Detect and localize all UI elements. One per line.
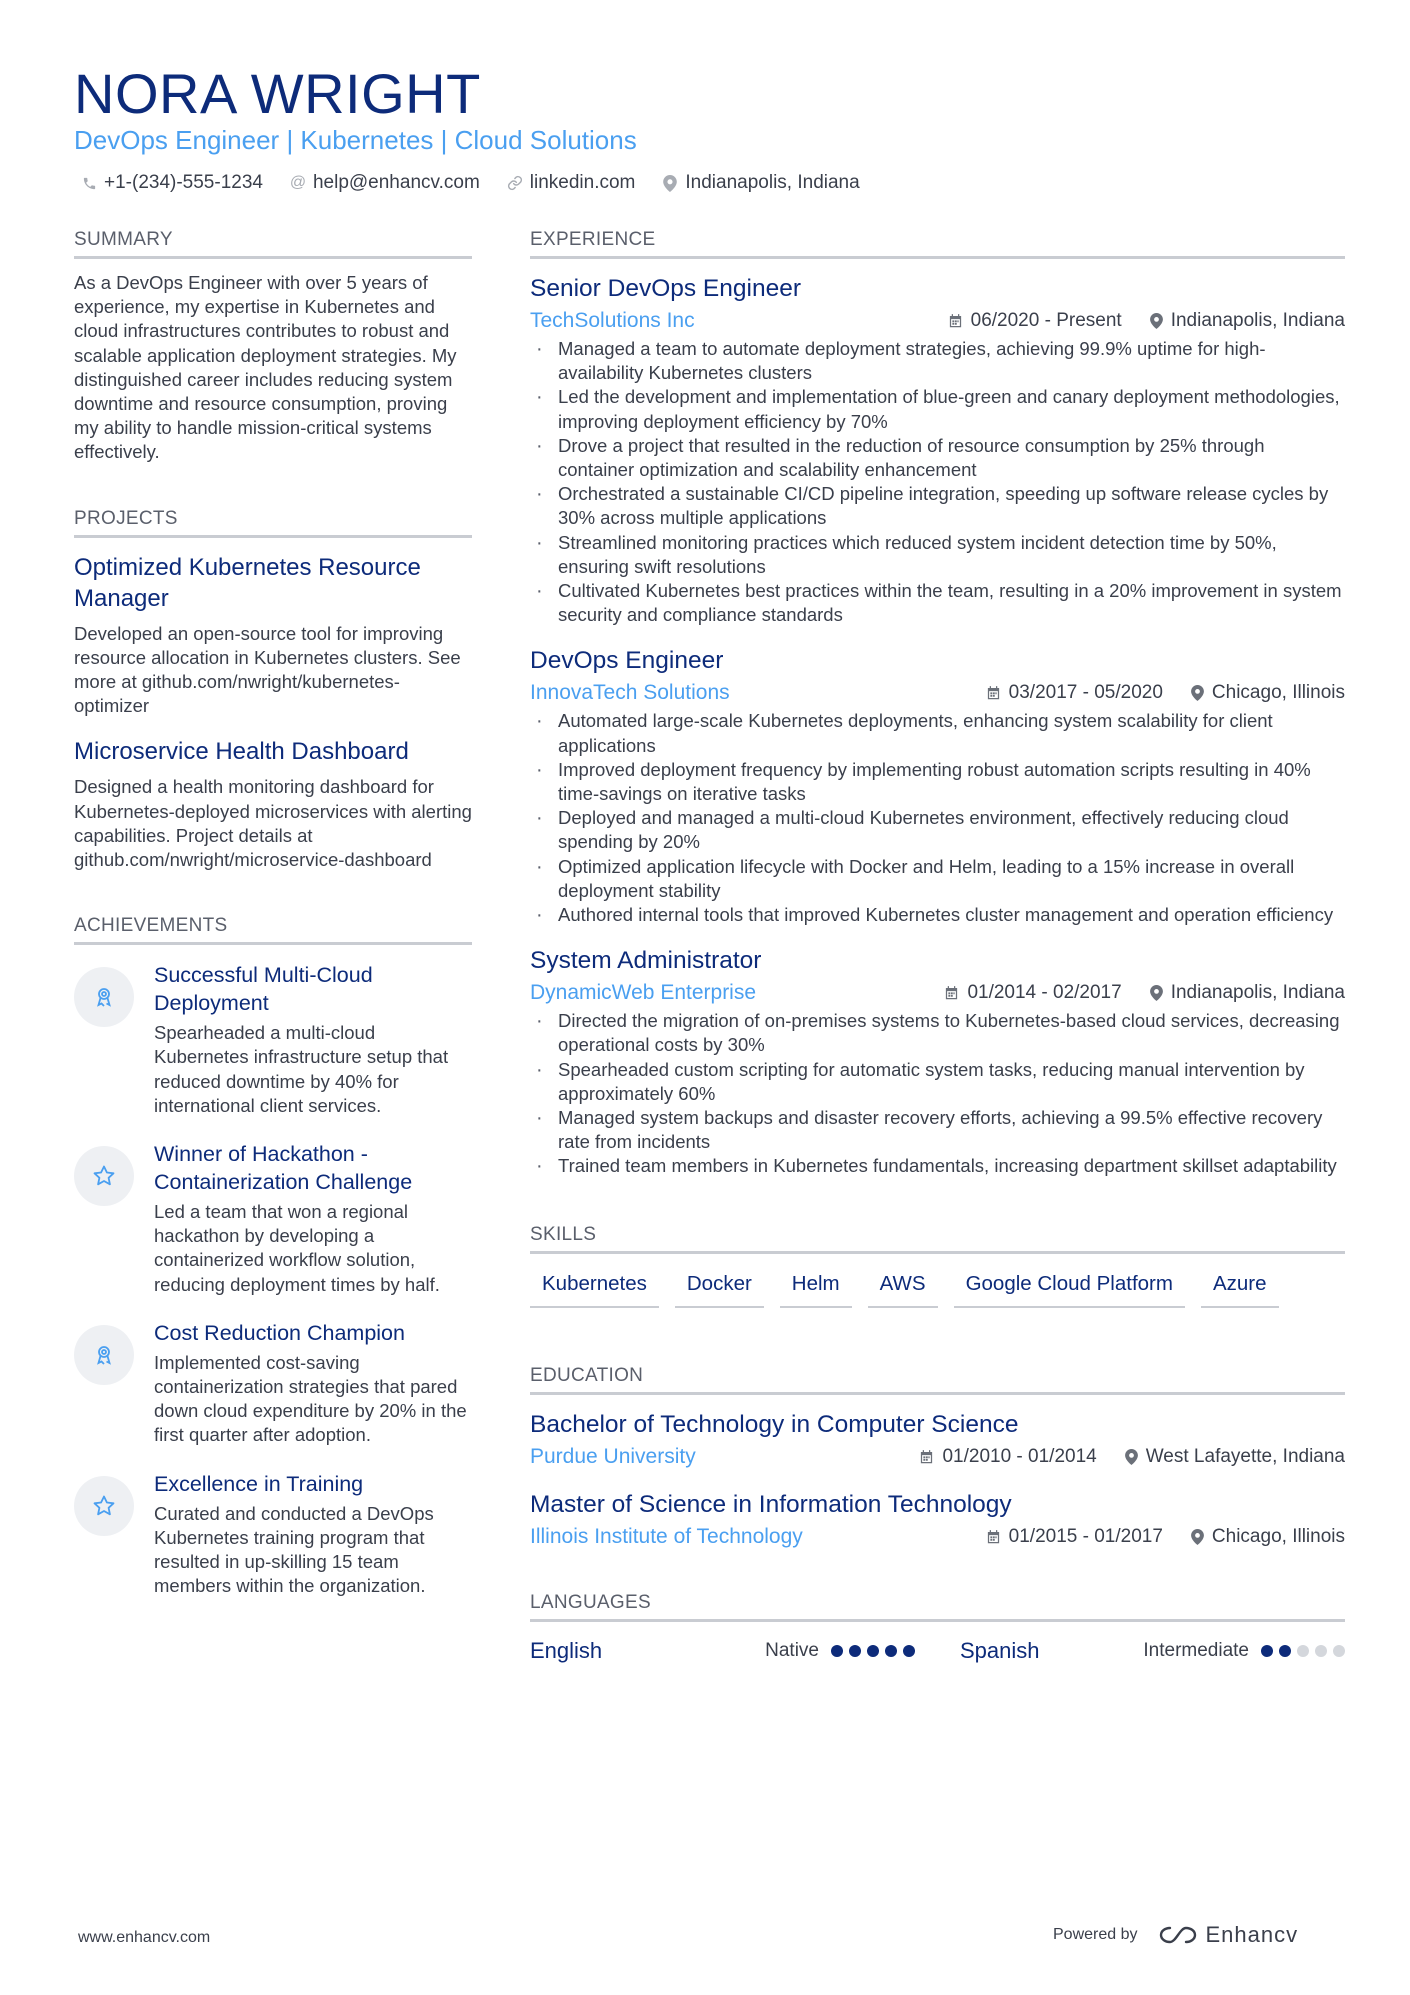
bullet-item: · Led the development and implementation of blue-green and canary deployment methodologies, improving deployment efficiency by 70% <box>530 385 1345 433</box>
location-pin-icon <box>1125 1449 1138 1465</box>
location-text: Indianapolis, Indiana <box>685 172 860 193</box>
company-name: DynamicWeb Enterprise <box>530 981 757 1005</box>
job-dates: 03/2017 - 05/2020 <box>1008 682 1163 704</box>
achievement-description: Curated and conducted a DevOps Kubernetes training program that resulted in up-skilling 15 team members within the organization. <box>154 1502 434 1597</box>
contact-linkedin[interactable] <box>506 170 636 196</box>
bullet-item: · Managed a team to automate deployment strategies, achieving 99.9% uptime for high-availability Kubernetes clusters <box>530 337 1345 385</box>
education-dates: 01/2010 - 01/2014 <box>942 1445 1097 1467</box>
language-name: Spanish <box>960 1637 1040 1663</box>
skill-tag: Docker <box>675 1270 764 1308</box>
job-location: Indianapolis, Indiana <box>1170 982 1345 1004</box>
contact-location <box>661 170 859 196</box>
bullet-item: · Trained team members in Kubernetes fundamentals, increasing department skillset adaptability <box>530 1154 1345 1178</box>
rating-dot <box>849 1645 861 1657</box>
job-meta <box>530 307 1345 335</box>
company-name: TechSolutions Inc <box>530 309 695 332</box>
footer-branding <box>1053 1922 1298 1948</box>
project-description: Designed a health monitoring dashboard for Kubernetes-deployed microservices with alerting capabilities. Project details at github.com/nwright/microservice-dashboard <box>74 776 472 871</box>
calendar-icon <box>944 985 959 1001</box>
contact-email[interactable] <box>289 170 480 196</box>
job-entry <box>530 273 1345 627</box>
rating-dot <box>1333 1645 1345 1657</box>
bullet-item: · Deployed and managed a multi-cloud Kubernetes environment, effectively reducing cloud spending by 20% <box>530 806 1345 854</box>
bullet-item: · Orchestrated a sustainable CI/CD pipeline integration, speeding up software release cycles by 30% across multiple applications <box>530 482 1345 530</box>
job-bullets <box>530 1009 1345 1178</box>
link-icon <box>506 175 524 191</box>
rating-dot <box>831 1645 843 1657</box>
project-item <box>74 736 472 872</box>
language-level: Intermediate <box>1143 1639 1249 1661</box>
calendar-icon <box>986 685 1001 701</box>
left-column <box>74 228 472 1599</box>
job-meta <box>530 979 1345 1007</box>
phone-icon <box>80 176 98 191</box>
summary-text: As a DevOps Engineer with over 5 years of experience, my expertise in Kubernetes and cloud infrastructures contributes to robust and scalable application deployment strategies. My distinguished career includes reducing system downtime and resource consumption, proving my ability to handle mission-critical systems effectively. <box>74 272 457 463</box>
bullet-item: · Managed system backups and disaster recovery efforts, achieving a 99.5% effective recovery rate from incidents <box>530 1106 1345 1154</box>
bullet-item: · Cultivated Kubernetes best practices within the team, resulting in a 20% improvement in system security and compliance standards <box>530 579 1345 627</box>
education-heading: EDUCATION <box>530 1364 1345 1395</box>
bullet-item: · Drove a project that resulted in the reduction of resource consumption by 25% through container optimization and scalability enhancement <box>530 434 1345 482</box>
star-icon <box>74 1146 134 1206</box>
skills-list <box>530 1270 1345 1308</box>
degree-title: Master of Science in Information Technology <box>530 1490 1012 1518</box>
brand-logo[interactable] <box>1158 1922 1299 1948</box>
skill-tag: Helm <box>780 1270 852 1308</box>
achievements-heading: ACHIEVEMENTS <box>74 914 472 945</box>
project-title: Microservice Health Dashboard <box>74 738 409 766</box>
language-name: English <box>530 1637 603 1663</box>
job-dates: 06/2020 - Present <box>970 310 1122 331</box>
job-location: Indianapolis, Indiana <box>1170 310 1345 331</box>
skill-tag: AWS <box>868 1270 938 1308</box>
at-icon: @ <box>289 174 307 191</box>
job-title: DevOps Engineer <box>530 647 724 675</box>
achievement-title: Winner of Hackathon - Containerization Challenge <box>154 1142 413 1195</box>
experience-heading: EXPERIENCE <box>530 228 1345 259</box>
language-level: Native <box>765 1639 819 1661</box>
award-icon <box>74 1325 134 1385</box>
achievement-item <box>74 1140 472 1297</box>
location-pin-icon <box>661 175 679 192</box>
rating-dot <box>885 1645 897 1657</box>
education-entry <box>530 1409 1345 1471</box>
enhancv-logo-icon <box>1158 1924 1198 1946</box>
skill-tag: Azure <box>1201 1270 1279 1308</box>
job-location: Chicago, Illinois <box>1211 682 1345 704</box>
candidate-subtitle: DevOps Engineer | Kubernetes | Cloud Solutions <box>74 125 637 155</box>
bullet-item: · Directed the migration of on-premises systems to Kubernetes-based cloud services, decreasing operational costs by 30% <box>530 1009 1345 1057</box>
job-dates: 01/2014 - 02/2017 <box>967 982 1122 1004</box>
education-dates: 01/2015 - 01/2017 <box>1008 1525 1163 1547</box>
job-entry <box>530 945 1345 1178</box>
achievement-description: Implemented cost-saving containerization strategies that pared down cloud expenditure by 20% in the first quarter after adoption. <box>154 1351 467 1446</box>
company-name: InnovaTech Solutions <box>530 681 730 705</box>
star-icon <box>74 1476 134 1536</box>
powered-by-label: Powered by <box>1053 1926 1138 1943</box>
linkedin-text: linkedin.com <box>529 172 636 193</box>
education-location: Chicago, Illinois <box>1211 1525 1345 1547</box>
candidate-name: NORA WRIGHT <box>74 62 481 125</box>
email-text: help@enhancv.com <box>312 172 480 193</box>
languages-list <box>530 1636 1345 1666</box>
job-title: System Administrator <box>530 947 762 975</box>
achievement-item <box>74 961 472 1118</box>
project-item <box>74 552 472 719</box>
skill-tag: Google Cloud Platform <box>954 1270 1185 1308</box>
summary-heading: SUMMARY <box>74 228 472 259</box>
skills-heading: SKILLS <box>530 1223 1345 1254</box>
rating-dot <box>1297 1645 1309 1657</box>
school-name: Illinois Institute of Technology <box>530 1524 803 1548</box>
education-entry <box>530 1489 1345 1551</box>
achievement-title: Cost Reduction Champion <box>154 1320 405 1345</box>
language-item <box>530 1636 915 1666</box>
contact-phone[interactable] <box>80 170 263 196</box>
bullet-item: · Improved deployment frequency by implementing robust automation scripts resulting in 40% time-savings on iterative tasks <box>530 758 1345 806</box>
rating-dot <box>903 1645 915 1657</box>
rating-dot <box>867 1645 879 1657</box>
calendar-icon <box>948 313 963 329</box>
bullet-item: · Spearheaded custom scripting for automatic system tasks, reducing manual intervention by approximately 60% <box>530 1058 1345 1106</box>
school-name: Purdue University <box>530 1444 696 1468</box>
education-location: West Lafayette, Indiana <box>1145 1445 1345 1467</box>
calendar-icon <box>919 1449 934 1465</box>
achievement-description: Led a team that won a regional hackathon by developing a containerized workflow solution, reducing deployment times by half. <box>154 1201 440 1295</box>
job-title: Senior DevOps Engineer <box>530 275 802 302</box>
bullet-item: · Streamlined monitoring practices which reduced system incident detection time by 50%, ensuring swift resolutions <box>530 531 1345 579</box>
job-bullets <box>530 709 1345 927</box>
degree-title: Bachelor of Technology in Computer Science <box>530 1410 1019 1438</box>
rating-dot <box>1279 1645 1291 1657</box>
location-pin-icon <box>1150 985 1163 1001</box>
brand-name: Enhancv <box>1205 1922 1299 1947</box>
calendar-icon <box>986 1529 1001 1545</box>
job-entry <box>530 645 1345 927</box>
bullet-item: · Automated large-scale Kubernetes deployments, enhancing system scalability for client applications <box>530 709 1345 757</box>
location-pin-icon <box>1150 313 1163 329</box>
location-pin-icon <box>1191 685 1204 701</box>
language-rating <box>831 1645 915 1657</box>
language-item <box>960 1636 1345 1666</box>
languages-heading: LANGUAGES <box>530 1591 1345 1622</box>
project-description: Developed an open-source tool for improving resource allocation in Kubernetes clusters. See more at github.com/nwright/kubernetes-optimizer <box>74 622 461 717</box>
achievement-item <box>74 1319 472 1448</box>
rating-dot <box>1315 1645 1327 1657</box>
right-column <box>530 228 1345 1666</box>
skill-tag: Kubernetes <box>530 1270 659 1308</box>
award-icon <box>74 967 134 1027</box>
achievement-title: Successful Multi-Cloud Deployment <box>154 963 373 1016</box>
bullet-item: · Optimized application lifecycle with Docker and Helm, leading to a 15% increase in overall deployment stability <box>530 855 1345 903</box>
achievement-description: Spearheaded a multi-cloud Kubernetes infrastructure setup that reduced downtime by 40% for international client services. <box>154 1022 449 1116</box>
job-meta <box>530 679 1345 707</box>
location-pin-icon <box>1191 1529 1204 1545</box>
footer-website[interactable]: www.enhancv.com <box>78 1929 211 1946</box>
projects-heading: PROJECTS <box>74 507 472 538</box>
rating-dot <box>1261 1645 1273 1657</box>
job-bullets <box>530 337 1345 627</box>
achievement-item <box>74 1470 472 1599</box>
project-title: Optimized Kubernetes Resource Manager <box>74 553 421 612</box>
language-rating <box>1261 1645 1345 1657</box>
bullet-item: · Authored internal tools that improved Kubernetes cluster management and operation efficiency <box>530 903 1345 927</box>
phone-text: +1-(234)-555-1234 <box>104 172 263 193</box>
achievement-title: Excellence in Training <box>154 1471 364 1496</box>
contact-bar <box>80 170 860 196</box>
